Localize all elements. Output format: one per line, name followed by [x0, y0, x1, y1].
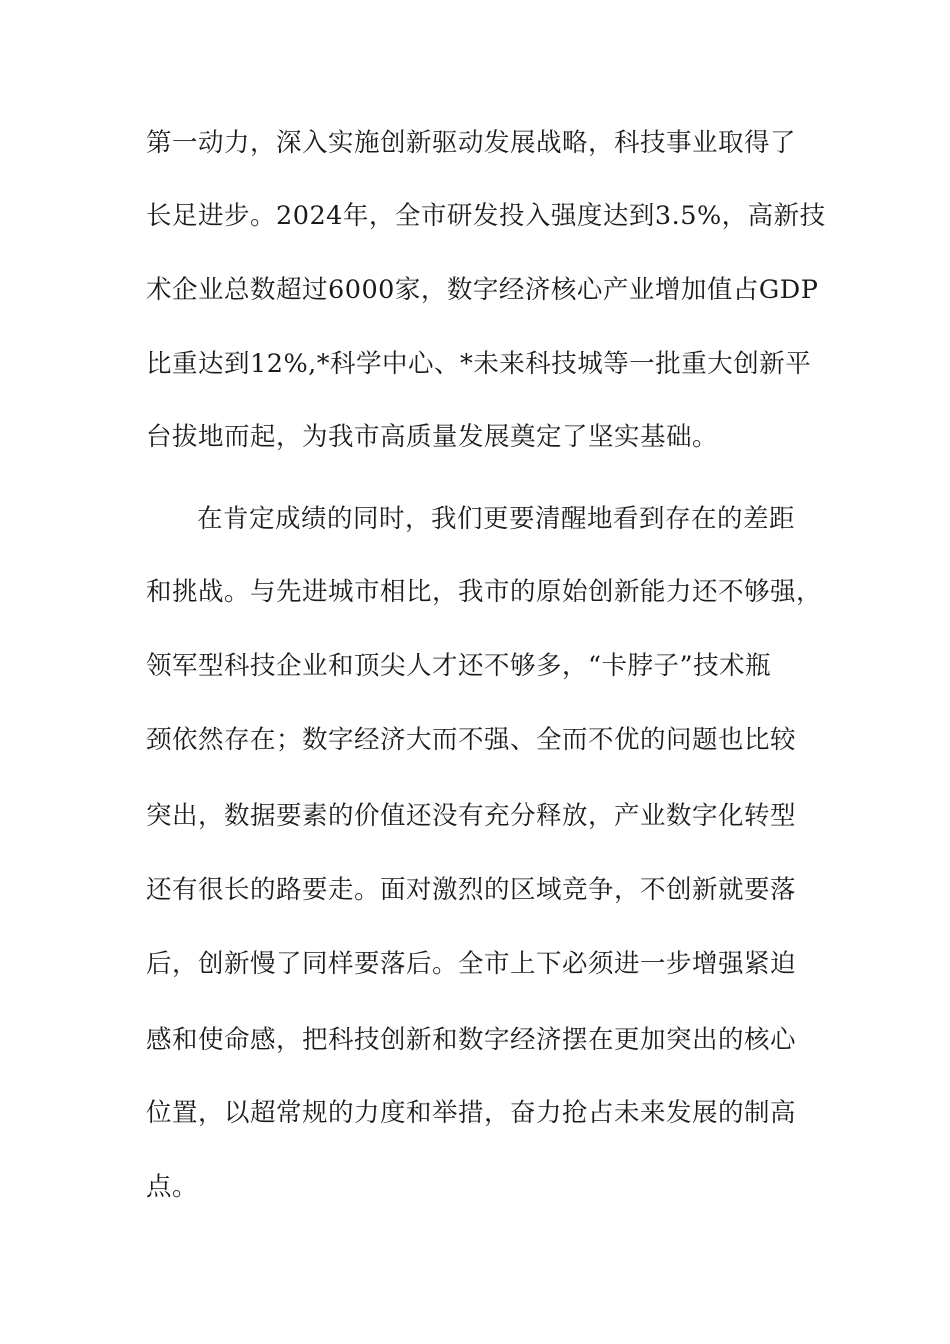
text-line: 突出，数据要素的价值还没有充分释放，产业数字化转型: [146, 801, 797, 831]
text-line: 还有很长的路要走。面对激烈的区域竞争，不创新就要落: [146, 875, 797, 905]
text-line: 颈依然存在；数字经济大而不强、全而不优的问题也比较: [146, 725, 797, 755]
text-line: 台拔地而起，为我市高质量发展奠定了坚实基础。: [146, 422, 719, 452]
text-line: 长足进步。2024年，全市研发投入强度达到3.5%，高新技: [146, 201, 826, 231]
text-line: 感和使命感，把科技创新和数字经济摆在更加突出的核心: [146, 1025, 797, 1055]
text-line: 术企业总数超过6000家，数字经济核心产业增加值占GDP: [146, 275, 819, 305]
text-line: 第一动力，深入实施创新驱动发展战略，科技事业取得了: [146, 128, 797, 158]
text-line: 领军型科技企业和顶尖人才还不够多，“卡脖子”技术瓶: [146, 651, 772, 681]
text-line: 点。: [146, 1172, 199, 1202]
text-line: 在肯定成绩的同时，我们更要清醒地看到存在的差距: [197, 504, 796, 534]
text-line: 比重达到12%,*科学中心、*未来科技城等一批重大创新平: [146, 349, 812, 379]
text-line: 和挑战。与先进城市相比，我市的原始创新能力还不够强，: [146, 577, 823, 607]
text-line: 位置，以超常规的力度和举措，奋力抢占未来发展的制高: [146, 1098, 797, 1128]
text-line: 后，创新慢了同样要落后。全市上下必须进一步增强紧迫: [146, 949, 797, 979]
